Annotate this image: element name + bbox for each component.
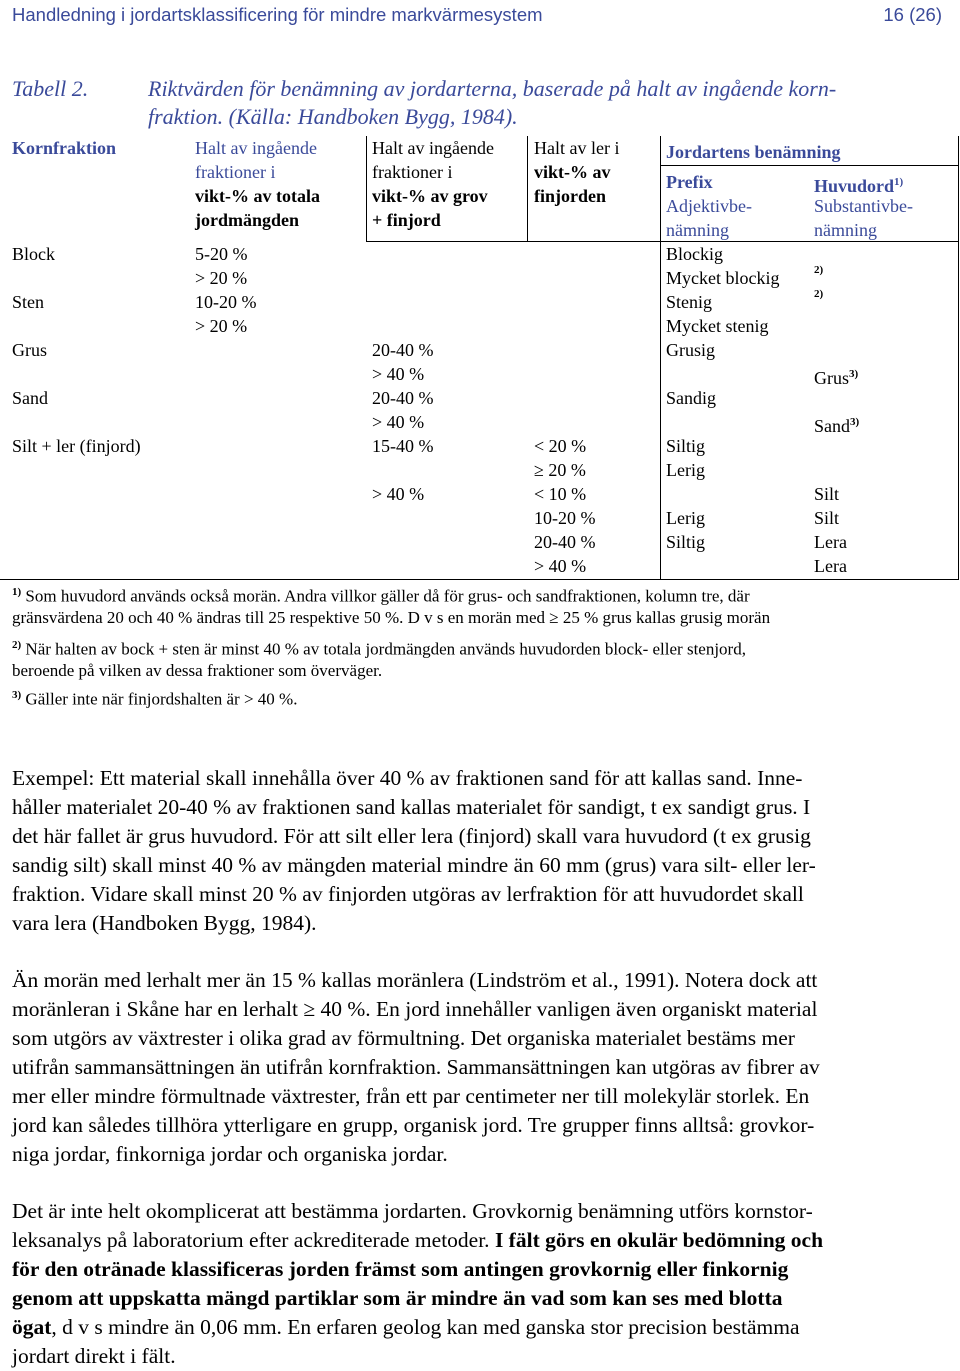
table-divider [660,136,661,580]
table-cell-prefix: Lerig [666,460,705,480]
table-divider [366,136,367,242]
header-coarse-line3: vikt-% av grov [372,186,488,206]
header-main-line3: nämning [814,220,877,240]
page-header [12,4,942,30]
paragraph-line: moränleran i Skåne har en lerhalt ≥ 40 %. En jord innehåller vanligen även organiskt material [12,997,818,1021]
table-divider [527,136,528,242]
table-cell-coarse: > 40 % [372,412,425,432]
table-cell-clay: ≥ 20 % [534,460,586,480]
table-cell-prefix: Grusig [666,340,715,360]
table-cell-coarse: 15-40 % [372,436,434,456]
table-cell-coarse: > 40 % [372,364,425,384]
paragraph-line: håller materialet 20-40 % av fraktionen sand kallas materialet för sandigt, t ex sandigt grus. I [12,795,811,819]
paragraph-line: leksanalys på laboratorium efter ackrediterade metoder. I fält görs en okulär bedömning och [12,1228,824,1252]
header-prefix-line3: nämning [666,220,729,240]
table-cell-total: 5-20 % [195,244,248,264]
table-cell-main: Grus$^{3)}$ [814,368,859,388]
page-number: 16 (26) [883,4,942,25]
document-title: Handledning i jordartsklassificering för mindre markvärmesystem [12,4,543,25]
header-coarse-line1: Halt av ingående [372,138,494,158]
paragraph-line: vara lera (Handboken Bygg, 1984). [12,911,317,935]
table-cell-fraction: Block [12,244,55,264]
table-cell-prefix: Mycket stenig [666,316,769,336]
footnote-1-line2: gränsvärdena 20 och 40 % ändras till 25 respektive 50 %. D v s en morän med ≥ 25 % grus kallas grusig morän [12,608,771,627]
paragraph-line: utifrån sammansättningen än utifrån kornfraktion. Sammansättningen kan utgöras av fibrer av [12,1055,820,1079]
table-divider [660,165,958,166]
header-coarse-line2: fraktioner i [372,162,453,182]
paragraph-line: det här fallet är grus huvudord. För att silt eller lera (finjord) skall vara huvudord (t ex grusig [12,824,811,848]
table-cell-clay: 20-40 % [534,532,596,552]
table-cell-main-footnote: 2) [814,288,824,300]
table-cell-prefix: Mycket blockig [666,268,780,288]
paragraph-line: fraktion. Vidare skall minst 20 % av finjorden utgöras av lerfraktion för att huvudordet skall [12,882,804,906]
table-cell-fraction: Sand [12,388,48,408]
paragraph-line: Än morän med lerhalt mer än 15 % kallas moränlera (Lindström et al., 1991). Notera dock att [12,968,818,992]
table-cell-clay: 10-20 % [534,508,596,528]
header-main-line2: Substantivbe- [814,196,913,216]
table-caption-line1: Riktvärden för benämning av jordarterna, baserade på halt av ingående korn- [148,76,837,101]
table-cell-main: Silt [814,508,840,528]
footnote-3: $^{3)}$ Gäller inte när finjordshalten är > 40 %. [12,689,298,709]
header-main-line1: Huvudord$^{1)}$ [814,176,904,196]
table-cell-prefix: Blockig [666,244,723,264]
header-total-line2: fraktioner i [195,162,276,182]
table-cell-clay: < 20 % [534,436,587,456]
header-prefix-line2: Adjektivbe- [666,196,752,216]
paragraph-line: ögat, d v s mindre än 0,06 mm. En erfaren geolog kan med ganska stor precision bestämma [12,1315,800,1339]
table-cell-prefix: Sandig [666,388,717,408]
header-kornfraktion: Kornfraktion [12,138,117,158]
header-naming: Jordartens benämning [666,142,841,162]
table-cell-prefix: Lerig [666,508,705,528]
paragraph-line: mer eller mindre förmultnade växtrester, från ett par centimeter ner till molekylär storlek. En [12,1084,810,1108]
paragraph-line: Det är inte helt okomplicerat att bestämma jordarten. Grovkornig benämning utförs kornstor- [12,1199,813,1223]
header-prefix-line1: Prefix [666,172,713,192]
footnote-1-line1: $^{1)}$ Som huvudord används också morän. Andra villkor gäller då för grus- och sandfraktionen, kolumn tre, där [12,586,750,606]
table-cell-fraction: Grus [12,340,47,360]
header-total-line3: vikt-% av totala [195,186,320,206]
header-clay-line2: vikt-% av [534,162,611,182]
paragraph-line: som utgörs av växtrester i olika grad av förmultning. Det organiska materialet bestäms mer [12,1026,795,1050]
table-cell-main: Lera [814,556,847,576]
table-cell-main: Lera [814,532,847,552]
footnote-2-line2: beroende på vilken av dessa fraktioner som överväger. [12,661,383,680]
paragraph-line: Exempel: Ett material skall innehålla över 40 % av fraktionen sand för att kallas sand. Inne- [12,766,803,790]
table-cell-main: Sand$^{3)}$ [814,416,860,436]
table-cell-coarse: > 40 % [372,484,425,504]
table-cell-prefix: Siltig [666,436,706,456]
paragraph-line: sandig silt) skall minst 40 % av mängden material mindre än 60 mm (grus) vara silt- eller ler- [12,853,816,877]
table-cell-total: > 20 % [195,268,248,288]
table-cell-coarse: 20-40 % [372,340,434,360]
table-cell-total: 10-20 % [195,292,257,312]
table-cell-clay: > 40 % [534,556,587,576]
paragraph-line: jord kan således tillhöra ytterligare en grupp, organisk jord. Tre grupper finns alltså: grovkor- [12,1113,815,1137]
table-label: Tabell 2. [12,76,89,101]
paragraph-line: niga jordar, finkorniga jordar och organiska jordar. [12,1142,448,1166]
header-clay-line1: Halt av ler i [534,138,620,158]
table-cell-total: > 20 % [195,316,248,336]
header-total-line1: Halt av ingående [195,138,317,158]
table-cell-fraction: Sten [12,292,45,312]
header-total-line4: jordmängden [195,210,300,230]
table-cell-prefix: Siltig [666,532,706,552]
table-cell-main: Silt [814,484,840,504]
table-cell-coarse: 20-40 % [372,388,434,408]
paragraph-line: genom att uppskatta mängd partiklar som är mindre än vad som kan ses med blotta [12,1286,783,1310]
header-clay-line3: finjorden [534,186,606,206]
table-cell-main-footnote: 2) [814,264,824,276]
paragraph-line: för den otränade klassificeras jorden främst som antingen grovkornig eller finkornig [12,1257,789,1281]
table-cell-fraction: Silt + ler (finjord) [12,436,141,456]
table-cell-prefix: Stenig [666,292,713,312]
table-caption-line2: fraktion. (Källa: Handboken Bygg, 1984). [148,104,518,129]
header-coarse-line4: + finjord [372,210,441,230]
table-cell-clay: < 10 % [534,484,587,504]
table-divider [958,136,959,580]
paragraph-line: jordart direkt i fält. [12,1344,176,1368]
footnote-2-line1: $^{2)}$ När halten av bock + sten är minst 40 % av totala jordmängden används huvudorden block- eller stenjord, [12,639,746,659]
